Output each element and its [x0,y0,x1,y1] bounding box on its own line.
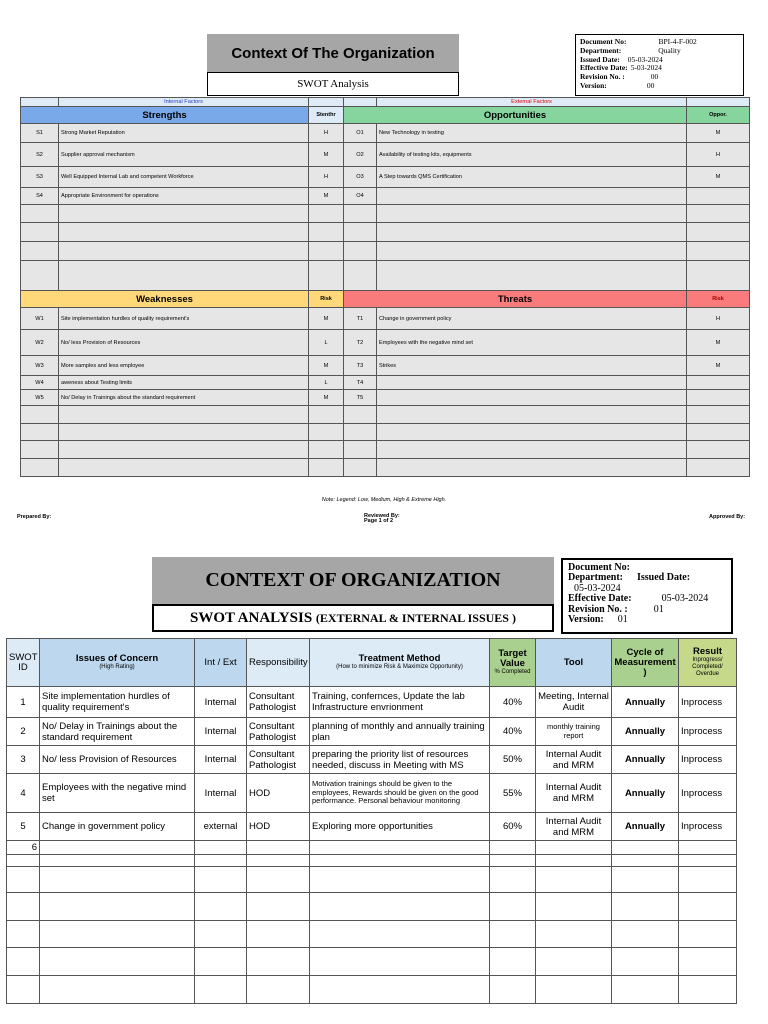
issue-row-empty [7,976,737,1004]
issue-treatment: preparing the priority list of resources needed, discuss in Meeting with MS [310,746,490,774]
issue-cell-empty [310,921,490,948]
prepared-by-label: Prepared By: [17,514,52,520]
weakness-threat-row [21,356,750,376]
reviewed-by-label: Reviewed By: [364,513,400,519]
issue-result: Inprocess [679,774,737,813]
issue-row [7,718,737,746]
issue-row-empty [7,841,737,855]
issue-tool: Meeting, Internal Audit [536,687,612,718]
threat-risk: H [687,308,750,330]
doc2-version-value: 01 [617,614,628,626]
issue-cell-empty [195,921,247,948]
doc-no-label: Document No: [580,37,627,46]
issue-cell-empty [612,921,679,948]
issue-cell-empty [247,921,310,948]
issue-cell-empty [40,867,195,893]
issue-id: 5 [7,813,40,841]
issue-cell-empty [247,867,310,893]
issue-row-empty [7,893,737,921]
issue-cell-empty [536,921,612,948]
doc2-revision-value: 01 [653,603,664,615]
issues-table [6,638,737,1004]
strength-rating [309,261,344,291]
effective-label: Effective Date: [580,63,628,73]
weakness-id: W5 [21,390,59,406]
opportunity-rating [687,261,750,291]
issue-cycle: Annually [612,687,679,718]
col-issues: Issues of Concern (High Rating) [40,639,195,687]
issue-cell-empty [195,893,247,921]
issue-treatment: Exploring more opportunities [310,813,490,841]
page-number: Page 1 of 2 [364,518,394,524]
strength-opportunity-row [21,143,750,167]
issue-text: Site implementation hurdles of quality requirement's [40,687,195,718]
threat-text [377,441,687,459]
issue-cell-empty [310,855,490,867]
doc-no-value: BPI-4-F-002 [658,37,697,46]
opportunity-rating [687,223,750,242]
weakness-id [21,459,59,477]
weakness-risk: L [309,376,344,390]
page2-subtitle-paren: (EXTERNAL & INTERNAL ISSUES ) [315,610,516,625]
issue-cell-empty [536,867,612,893]
opportunity-text [377,205,687,223]
threats-header: Threats [344,291,687,308]
issue-result: Inprocess [679,813,737,841]
issue-row-empty [7,921,737,948]
issue-cell-empty [7,867,40,893]
threat-risk: M [687,330,750,356]
issue-cell-empty [310,867,490,893]
weakness-risk: M [309,390,344,406]
issue-text: Change in government policy [40,813,195,841]
opportunity-id [344,242,377,261]
threat-risk [687,390,750,406]
issue-cell-empty [536,976,612,1004]
weaknesses-header: Weaknesses [21,291,309,308]
opportunity-text [377,188,687,205]
issue-id: 4 [7,774,40,813]
opportunity-text [377,223,687,242]
weakness-text [59,441,309,459]
strength-text: Strong Market Reputation [59,124,309,143]
doc2-dept-date: 05-03-2024 [574,582,621,594]
issue-cell-empty [679,867,737,893]
weakness-text: Site implementation hurdles of quality requirement's [59,308,309,330]
issue-tool: Internal Audit and MRM [536,813,612,841]
opportunity-rating: M [687,167,750,188]
issue-target: 40% [490,687,536,718]
issue-responsibility: Consultant Pathologist [247,746,310,774]
col-responsibility: Responsibility [247,639,310,687]
strength-rating: H [309,124,344,143]
issue-cell-empty [536,855,612,867]
opportunity-id [344,223,377,242]
col-target: Target Value % Completed [490,639,536,687]
opportunity-id: O3 [344,167,377,188]
threat-risk-header: Risk [687,291,750,308]
weakness-text: aweness about Testing limits [59,376,309,390]
threat-id: T4 [344,376,377,390]
issue-cell-empty [679,841,737,855]
issue-cycle: Annually [612,774,679,813]
weakness-text: More samples and less employee [59,356,309,376]
issue-tool: Internal Audit and MRM [536,774,612,813]
weakness-risk [309,424,344,441]
issue-cell-empty [490,921,536,948]
strength-opportunity-row [21,124,750,143]
issue-id: 3 [7,746,40,774]
issue-responsibility: HOD [247,774,310,813]
issue-cell-empty [490,855,536,867]
weakness-id [21,441,59,459]
strength-id: S2 [21,143,59,167]
issue-cell-empty [679,893,737,921]
issue-target: 50% [490,746,536,774]
strengths-header: Strengths [21,107,309,124]
issue-cell-empty [7,893,40,921]
issue-result: Inprocess [679,718,737,746]
threat-id [344,441,377,459]
strength-rating [309,223,344,242]
weakness-risk: L [309,330,344,356]
issue-id: 6 [7,841,40,855]
issue-row-empty [7,867,737,893]
issue-result: Inprocess [679,746,737,774]
issue-cell-empty [195,855,247,867]
weakness-text [59,424,309,441]
issue-cell-empty [536,893,612,921]
doc2-issued-label: Issued Date: [636,572,691,584]
threat-id: T1 [344,308,377,330]
weakness-risk: M [309,356,344,376]
weakness-text: No/ less Provision of Resources [59,330,309,356]
weakness-threat-row [21,441,750,459]
threat-risk [687,459,750,477]
doc2-dept-label: Department: [568,572,623,584]
opportunity-id: O2 [344,143,377,167]
swot-matrix [20,97,750,477]
doc2-effective-value: 05-03-2024 [661,593,709,605]
issue-cell-empty [310,893,490,921]
weakness-threat-row [21,459,750,477]
reviewed-by-block [364,514,400,524]
opportunity-text [377,242,687,261]
issue-treatment: Motivation trainings should be given to the employees, Rewards should be given on the good performance. Personal behaviour monitoring [310,774,490,813]
issue-row-empty [7,948,737,976]
threat-risk [687,376,750,390]
issue-cycle: Annually [612,813,679,841]
strength-rating-header: Stenthr [309,107,344,124]
issue-cell-empty [490,867,536,893]
strength-opportunity-row [21,223,750,242]
issue-cell-empty [310,976,490,1004]
threat-text [377,459,687,477]
opportunity-rating [687,188,750,205]
threat-id [344,424,377,441]
external-factors-label: External Factors [377,98,687,107]
issue-cell-empty [310,841,490,855]
opportunity-rating [687,242,750,261]
weakness-risk [309,406,344,424]
document-info-box [575,34,744,96]
threat-risk: M [687,356,750,376]
issue-cycle: Annually [612,718,679,746]
strength-opportunity-row [21,205,750,223]
threat-text: Strikes [377,356,687,376]
issue-responsibility: HOD [247,813,310,841]
issue-cell-empty [7,921,40,948]
approved-by-label: Approved By: [709,514,746,520]
threat-risk [687,406,750,424]
weakness-id: W3 [21,356,59,376]
opportunity-text: Availability of testing kits, equipments [377,143,687,167]
issue-cell-empty [7,976,40,1004]
doc2-version-label: Version: [568,614,604,626]
weakness-id: W2 [21,330,59,356]
threat-id: T5 [344,390,377,406]
issue-cell-empty [7,855,40,867]
opportunity-id [344,205,377,223]
document-info-box-2 [561,558,733,634]
opportunity-rating-header: Oppor. [687,107,750,124]
weakness-threat-row [21,406,750,424]
dept-label: Department: [580,45,622,55]
issue-cell-empty [612,893,679,921]
col-cycle: Cycle of Measurement ) [612,639,679,687]
opportunity-text: A Step towards QMS Certification [377,167,687,188]
threat-id [344,459,377,477]
page2-subtitle-main: SWOT ANALYSIS [190,609,313,626]
revision-label: Revision No. : [580,72,625,82]
issue-cell-empty [195,948,247,976]
issue-cell-empty [7,948,40,976]
opportunity-rating: M [687,124,750,143]
threat-text [377,406,687,424]
internal-factors-label: Internal Factors [59,98,309,107]
issue-target: 55% [490,774,536,813]
issue-cell-empty [247,948,310,976]
doc2-revision-label: Revision No. : [568,603,628,615]
weakness-id [21,406,59,424]
issue-cell-empty [612,841,679,855]
threat-text [377,376,687,390]
strength-rating [309,242,344,261]
strength-id [21,261,59,291]
threat-risk [687,441,750,459]
opportunity-id: O4 [344,188,377,205]
issue-cell-empty [40,841,195,855]
issue-cell-empty [247,841,310,855]
threat-risk [687,424,750,441]
weakness-risk [309,459,344,477]
threat-text [377,424,687,441]
col-int-ext: Int / Ext [195,639,247,687]
strength-opportunity-row [21,167,750,188]
issue-cell-empty [40,921,195,948]
opportunities-header: Opportunities [344,107,687,124]
threat-text [377,390,687,406]
version-value: 00 [646,80,655,90]
weakness-threat-row [21,376,750,390]
dept-value: Quality [658,45,681,55]
issue-cell-empty [679,948,737,976]
issue-responsibility: Consultant Pathologist [247,687,310,718]
strength-text [59,205,309,223]
strength-text: Appropriate Environment for operations [59,188,309,205]
issued-label: Issued Date: [580,54,620,64]
strength-text [59,242,309,261]
issue-text: Employees with the negative mind set [40,774,195,813]
issue-cell-empty [195,867,247,893]
issue-cell-empty [195,976,247,1004]
issue-cell-empty [310,948,490,976]
issue-cell-empty [679,976,737,1004]
threat-id: T2 [344,330,377,356]
weakness-id: W4 [21,376,59,390]
page-title: Context Of The Organization [207,34,459,72]
issue-row-empty [7,855,737,867]
issue-target: 40% [490,718,536,746]
issue-treatment: Training, confernces, Update the lab Infrastructure envrionment [310,687,490,718]
threat-id: T3 [344,356,377,376]
page-subtitle: SWOT Analysis [207,72,459,96]
opportunity-text [377,261,687,291]
opportunity-id [344,261,377,291]
strength-id: S4 [21,188,59,205]
col-swot-id: SWOT ID [7,639,40,687]
doc2-effective-label: Effective Date: [568,593,632,605]
issue-text: No/ Delay in Trainings about the standard requirement [40,718,195,746]
opportunity-id: O1 [344,124,377,143]
page2-subtitle [152,604,554,632]
issue-int-ext: Internal [195,746,247,774]
page2-title: CONTEXT OF ORGANIZATION [152,557,554,604]
threat-id [344,406,377,424]
issue-cell-empty [490,976,536,1004]
issue-tool: Internal Audit and MRM [536,746,612,774]
issue-cell-empty [40,893,195,921]
issue-cell-empty [40,855,195,867]
effective-value: 5-03-2024 [630,63,662,73]
weakness-text: No/ Delay in Trainings about the standard requirement [59,390,309,406]
issue-tool: monthly training report [536,718,612,746]
issue-cell-empty [40,948,195,976]
issued-value: 05-03-2024 [627,54,663,64]
issue-cell-empty [612,855,679,867]
strength-text: Supplier approval mechanism [59,143,309,167]
issue-cell-empty [490,841,536,855]
strength-opportunity-row [21,261,750,291]
weakness-risk: M [309,308,344,330]
issue-cell-empty [247,855,310,867]
opportunity-rating [687,205,750,223]
issue-cell-empty [536,948,612,976]
col-treatment: Treatment Method (How to minimize Risk & Maximize Opportunity) [310,639,490,687]
weakness-threat-row [21,330,750,356]
issue-id: 1 [7,687,40,718]
strength-text [59,261,309,291]
issue-cell-empty [612,867,679,893]
issue-treatment: planning of monthly and annually training plan [310,718,490,746]
issue-cell-empty [247,976,310,1004]
strength-id [21,242,59,261]
issue-int-ext: external [195,813,247,841]
strength-opportunity-row [21,242,750,261]
issue-responsibility: Consultant Pathologist [247,718,310,746]
issue-cell-empty [612,976,679,1004]
strength-id: S3 [21,167,59,188]
issue-row [7,687,737,718]
issue-cell-empty [612,948,679,976]
issue-cell-empty [679,855,737,867]
opportunity-text: New Technology in testing [377,124,687,143]
issue-row [7,746,737,774]
strength-rating: M [309,188,344,205]
issue-int-ext: Internal [195,687,247,718]
weakness-risk-header: Risk [309,291,344,308]
issue-int-ext: Internal [195,718,247,746]
weakness-risk [309,441,344,459]
issue-row [7,813,737,841]
strength-id: S1 [21,124,59,143]
issue-id: 2 [7,718,40,746]
issue-cell-empty [490,948,536,976]
issue-cell-empty [679,921,737,948]
strength-id [21,223,59,242]
doc2-no-label: Document No: [568,562,630,573]
issue-cell-empty [195,841,247,855]
strength-id [21,205,59,223]
issue-cycle: Annually [612,746,679,774]
weakness-id [21,424,59,441]
threat-text: Change in government policy [377,308,687,330]
opportunity-rating: H [687,143,750,167]
weakness-threat-row [21,308,750,330]
issue-result: Inprocess [679,687,737,718]
strength-rating: H [309,167,344,188]
issue-row [7,774,737,813]
issue-target: 60% [490,813,536,841]
strength-opportunity-row [21,188,750,205]
strength-text: Well Equipped Internal Lab and competent Workforce [59,167,309,188]
revision-value: 00 [650,72,659,82]
strength-rating: M [309,143,344,167]
issue-text: No/ less Provision of Resources [40,746,195,774]
issue-cell-empty [536,841,612,855]
version-label: Version: [580,80,607,90]
issue-cell-empty [40,976,195,1004]
weakness-threat-row [21,424,750,441]
strength-text [59,223,309,242]
issue-cell-empty [490,893,536,921]
legend-note: Note: Legend: Low, Medium, High & Extreme High. [321,497,447,503]
weakness-text [59,459,309,477]
issue-cell-empty [247,893,310,921]
issue-int-ext: Internal [195,774,247,813]
weakness-id: W1 [21,308,59,330]
strength-rating [309,205,344,223]
weakness-threat-row [21,390,750,406]
threat-text: Employees with the negative mind set [377,330,687,356]
col-result: Result Inprogress/ Completed/ Overdue [679,639,737,687]
weakness-text [59,406,309,424]
col-tool: Tool [536,639,612,687]
